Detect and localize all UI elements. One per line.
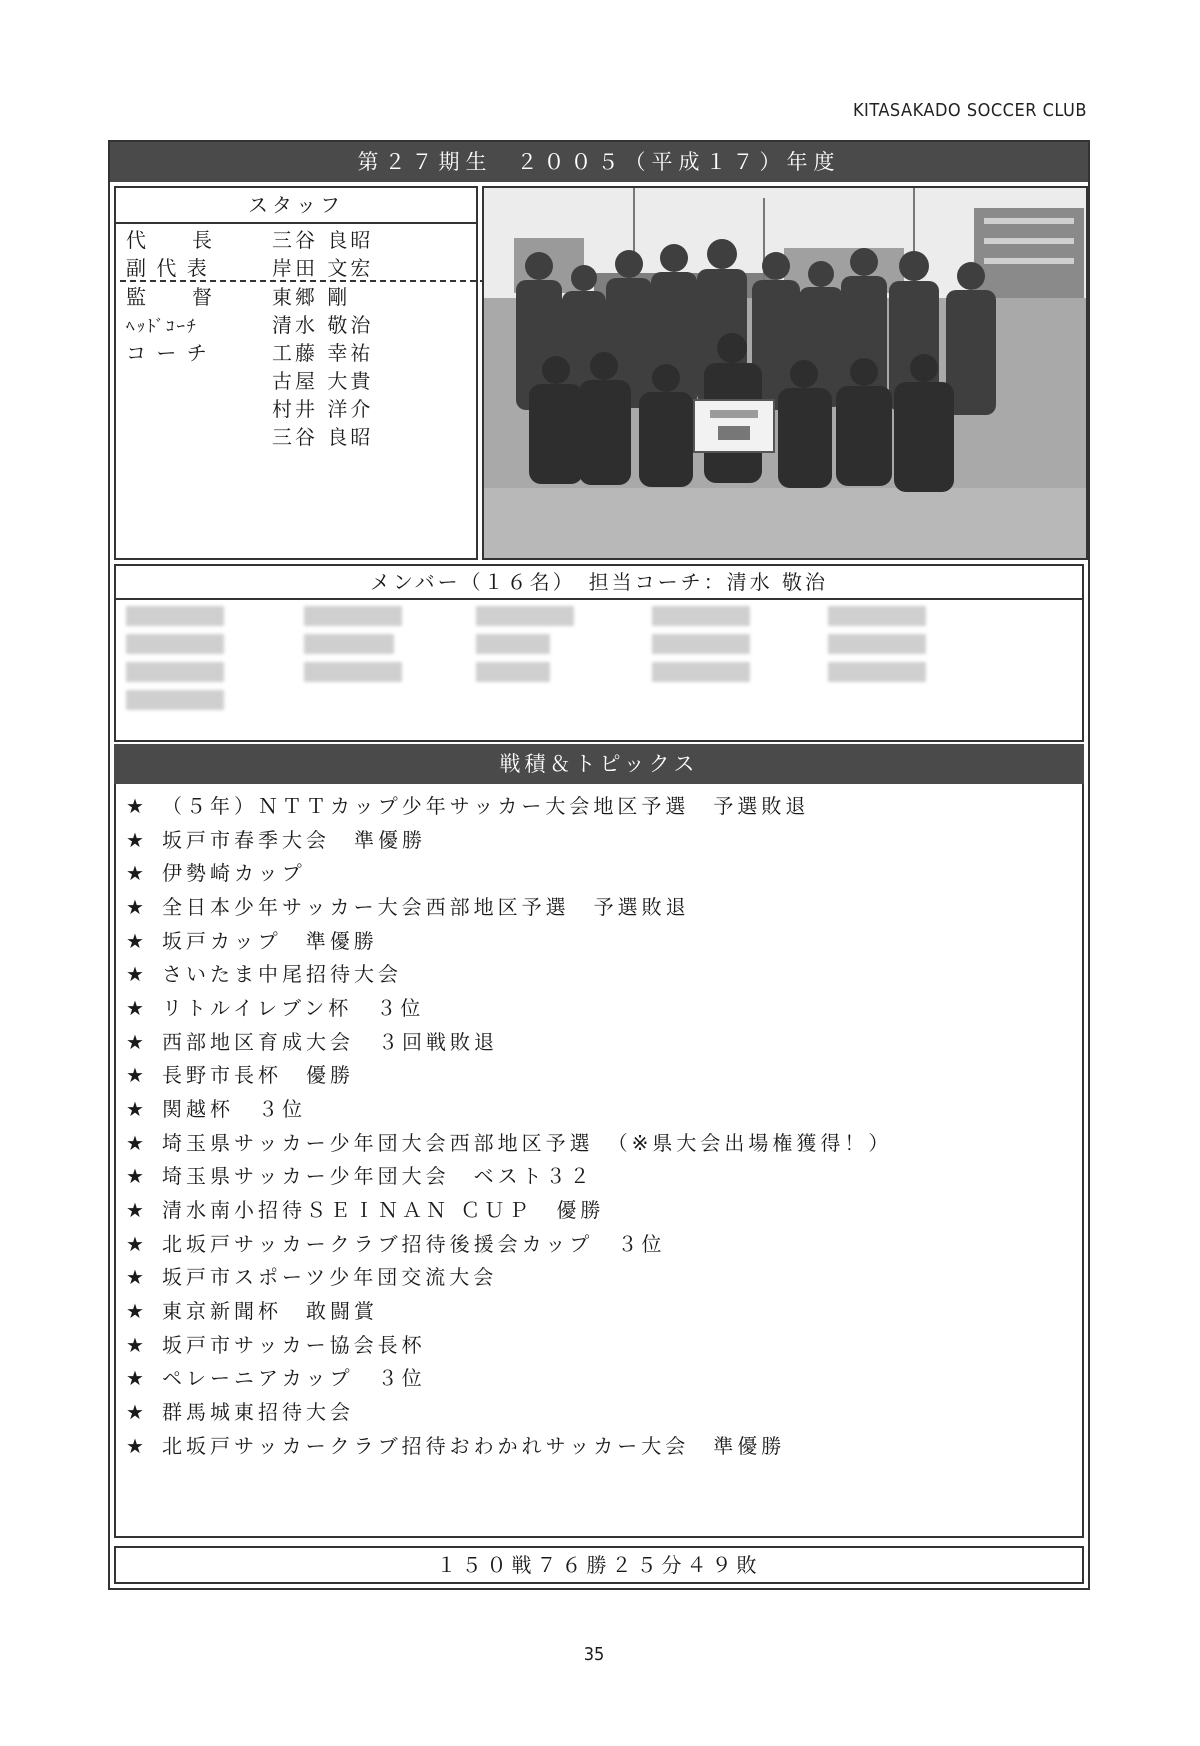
staff-role: ﾍｯﾄﾞｺｰﾁ [126,317,198,337]
staff-name: 村井 洋介 [272,397,374,421]
staff-heading: スタッフ [116,188,476,224]
list-item [126,891,690,920]
redacted-name [828,634,926,654]
staff-row [126,365,373,394]
list-item [126,1430,785,1459]
topic-text: 関越杯 ３位 [162,1097,306,1121]
list-item [126,1261,497,1290]
staff-name: 岸田 文宏 [272,256,374,280]
star-icon: ★ [126,1366,144,1390]
redacted-name [476,662,550,682]
staff-row [126,337,373,366]
topic-text: 埼玉県サッカー少年団大会西部地区予選 （※県大会出場権獲得！） [162,1131,893,1155]
redacted-name [304,634,394,654]
redacted-name [828,662,926,682]
cohort-label: 第２７期生 [357,150,493,174]
star-icon: ★ [126,1265,144,1289]
list-item [126,1329,426,1358]
redacted-name [652,662,750,682]
season-record: １５０戦７６勝２５分４９敗 [114,1546,1084,1584]
redacted-name [652,606,750,626]
staff-box [114,186,478,560]
star-icon: ★ [126,1198,144,1222]
topic-text: 坂戸市春季大会 準優勝 [162,828,426,852]
staff-role: コ ー チ [126,341,209,365]
staff-row [126,421,373,450]
star-icon: ★ [126,1400,144,1424]
redacted-name [126,606,224,626]
staff-name: 三谷 良昭 [272,228,374,252]
star-icon: ★ [126,1030,144,1054]
topic-text: 西部地区育成大会 ３回戦敗退 [162,1030,498,1054]
topic-text: （５年）ＮＴＴカップ少年サッカー大会地区予選 予選敗退 [162,794,810,818]
list-item [126,1295,378,1324]
redacted-name [304,662,402,682]
star-icon: ★ [126,861,144,885]
list-item [126,958,402,987]
topic-text: 北坂戸サッカークラブ招待おわかれサッカー大会 準優勝 [162,1434,786,1458]
star-icon: ★ [126,929,144,953]
members-heading: メンバー（１６名） 担当コーチ：清水 敬治 [114,564,1084,600]
list-item [126,992,424,1021]
year-label: ２００５（平成１７）年度 [516,150,841,174]
topic-text: 坂戸市スポーツ少年団交流大会 [162,1265,498,1289]
staff-name: 東郷 剛 [272,285,351,309]
list-item [126,1093,306,1122]
team-photo-image [484,188,1088,560]
star-icon: ★ [126,1299,144,1323]
star-icon: ★ [126,962,144,986]
topic-text: 埼玉県サッカー少年団大会 ベスト３２ [162,1164,594,1188]
star-icon: ★ [126,1164,144,1188]
topic-text: 群馬城東招待大会 [162,1400,354,1424]
topic-text: ペレーニアカップ ３位 [162,1366,426,1390]
star-icon: ★ [126,895,144,919]
staff-row [126,393,373,422]
staff-name: 工藤 幸祐 [272,341,374,365]
topic-text: さいたま中尾招待大会 [162,962,402,986]
staff-role: 監 督 [126,285,214,309]
star-icon: ★ [126,1131,144,1155]
topic-text: 坂戸カップ 準優勝 [162,929,378,953]
star-icon: ★ [126,996,144,1020]
staff-row [126,224,373,253]
topic-text: 東京新聞杯 敢闘賞 [162,1299,378,1323]
club-name: KITASAKADO SOCCER CLUB [852,100,1087,121]
list-item [126,790,809,819]
topic-text: 清水南小招待ＳＥＩＮＡＮ ＣＵＰ 優勝 [162,1198,605,1222]
redacted-name [126,690,224,710]
list-item [126,1396,354,1425]
members-list-redacted [114,600,1084,742]
list-item [126,1160,594,1189]
staff-row [126,309,373,338]
page-frame [108,140,1090,1590]
topic-text: リトルイレブン杯 ３位 [162,996,425,1020]
staff-name: 清水 敬治 [272,313,374,337]
list-item [126,1026,498,1055]
star-icon: ★ [126,1097,144,1121]
redacted-name [304,606,402,626]
topics-list [114,784,1084,1538]
star-icon: ★ [126,1063,144,1087]
star-icon: ★ [126,794,144,818]
redacted-name [476,634,550,654]
season-title [110,142,1088,182]
star-icon: ★ [126,1232,144,1256]
staff-row [126,281,350,310]
list-item [126,1127,892,1156]
list-item [126,1228,665,1257]
topics-heading: 戦積＆トピックス [114,744,1084,784]
redacted-name [126,662,224,682]
list-item [126,824,426,853]
topic-text: 坂戸市サッカー協会長杯 [162,1333,426,1357]
redacted-name [476,606,574,626]
staff-name: 三谷 良昭 [272,425,374,449]
topic-text: 長野市長杯 優勝 [162,1063,354,1087]
redacted-name [828,606,926,626]
topic-text: 全日本少年サッカー大会西部地区予選 予選敗退 [162,895,690,919]
staff-name: 古屋 大貴 [272,369,374,393]
list-item [126,1194,604,1223]
team-photo [482,186,1088,560]
list-item [126,1362,426,1391]
star-icon: ★ [126,1434,144,1458]
list-item [126,1059,354,1088]
staff-row [126,252,373,281]
redacted-name [652,634,750,654]
redacted-name [126,634,224,654]
list-item [126,857,306,886]
staff-role: 副 代 表 [126,256,209,280]
topic-text: 北坂戸サッカークラブ招待後援会カップ ３位 [162,1232,666,1256]
star-icon: ★ [126,1333,144,1357]
star-icon: ★ [126,828,144,852]
list-item [126,925,378,954]
staff-role: 代 長 [126,228,214,252]
page-number: 35 [583,1644,605,1665]
topic-text: 伊勢崎カップ [162,861,306,885]
